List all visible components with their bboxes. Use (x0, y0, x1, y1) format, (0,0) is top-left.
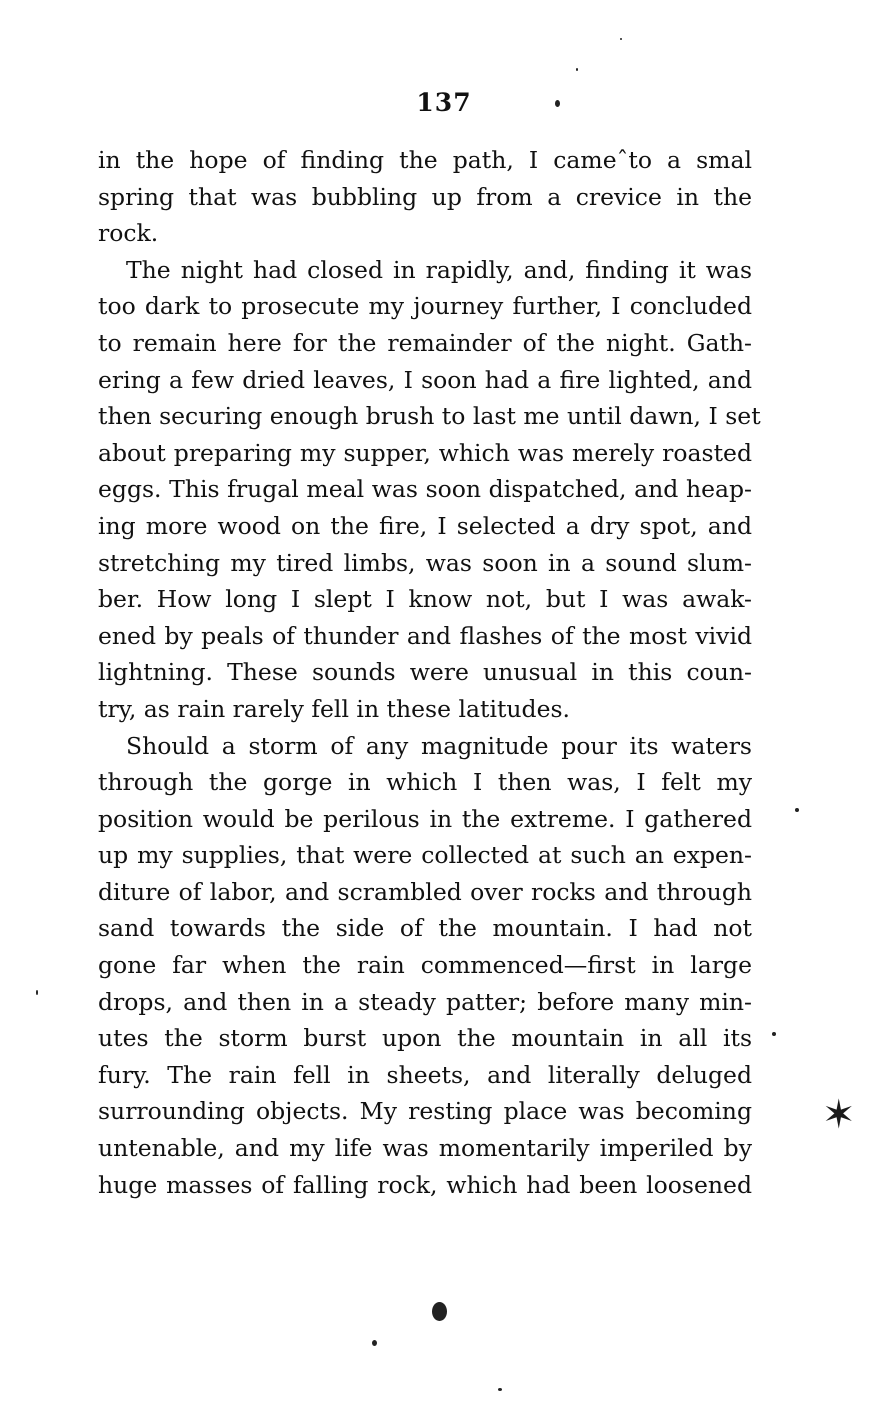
text-line: The night had closed in rapidly, and, finding it was (126, 255, 752, 284)
text-line: huge masses of falling rock, which had been loosened (98, 1170, 752, 1199)
text-line: ber. How long I slept I know not, but I was awak- (98, 585, 752, 614)
text-line: too dark to prosecute my journey further, I concluded (98, 292, 752, 321)
ink-blot: ✶ (822, 1092, 856, 1138)
scan-speck (795, 808, 799, 812)
scan-speck (432, 1302, 447, 1321)
scan-speck (372, 1340, 377, 1346)
scan-speck (36, 990, 38, 995)
text-line: in the hope of finding the path, I cameˆto a smal (98, 146, 752, 174)
text-line: rock. (98, 219, 159, 248)
text-line: through the gorge in which I then was, I felt my (98, 768, 752, 797)
text-line: fury. The rain fell in sheets, and literally deluged (98, 1060, 752, 1089)
text-line: position would be perilous in the extreme. I gathered (98, 804, 752, 833)
text-line: ing more wood on the fire, I selected a dry spot, and (98, 511, 752, 540)
scan-speck (620, 38, 622, 40)
text-line: utes the storm burst upon the mountain in all its (98, 1024, 752, 1053)
text-line: try, as rain rarely fell in these latitudes. (98, 694, 571, 723)
text-line: untenable, and my life was momentarily imperiled by (98, 1134, 752, 1163)
page-number: 137 (416, 88, 472, 117)
text-line: spring that was bubbling up from a crevice in the (98, 182, 752, 211)
scan-speck (772, 1032, 776, 1036)
text-line: Should a storm of any magnitude pour its waters (126, 731, 752, 760)
text-line: to remain here for the remainder of the night. Gath- (98, 328, 752, 357)
text-line: sand towards the side of the mountain. I had not (98, 914, 752, 943)
text-line: ering a few dried leaves, I soon had a fire lighted, and (98, 365, 752, 394)
text-line: surrounding objects. My resting place was becoming (98, 1097, 752, 1126)
text-line: stretching my tired limbs, was soon in a sound slum- (98, 548, 752, 577)
scan-speck (555, 100, 560, 107)
text-line: lightning. These sounds were unusual in this coun- (98, 658, 752, 687)
text-line: drops, and then in a steady patter; before many min- (98, 987, 752, 1016)
text-line: diture of labor, and scrambled over rocks and through (98, 877, 752, 906)
page-text (98, 142, 761, 1203)
scan-speck (576, 68, 578, 71)
text-line: eggs. This frugal meal was soon dispatched, and heap- (98, 475, 752, 504)
text-line: about preparing my supper, which was merely roasted (98, 438, 752, 467)
text-line: up my supplies, that were collected at such an expen- (98, 841, 752, 870)
text-line: gone far when the rain commenced—first in large (98, 951, 752, 980)
text-line: ened by peals of thunder and flashes of the most vivid (98, 621, 752, 650)
scan-speck (498, 1388, 502, 1391)
text-line: then securing enough brush to last me until dawn, I set (98, 402, 761, 431)
